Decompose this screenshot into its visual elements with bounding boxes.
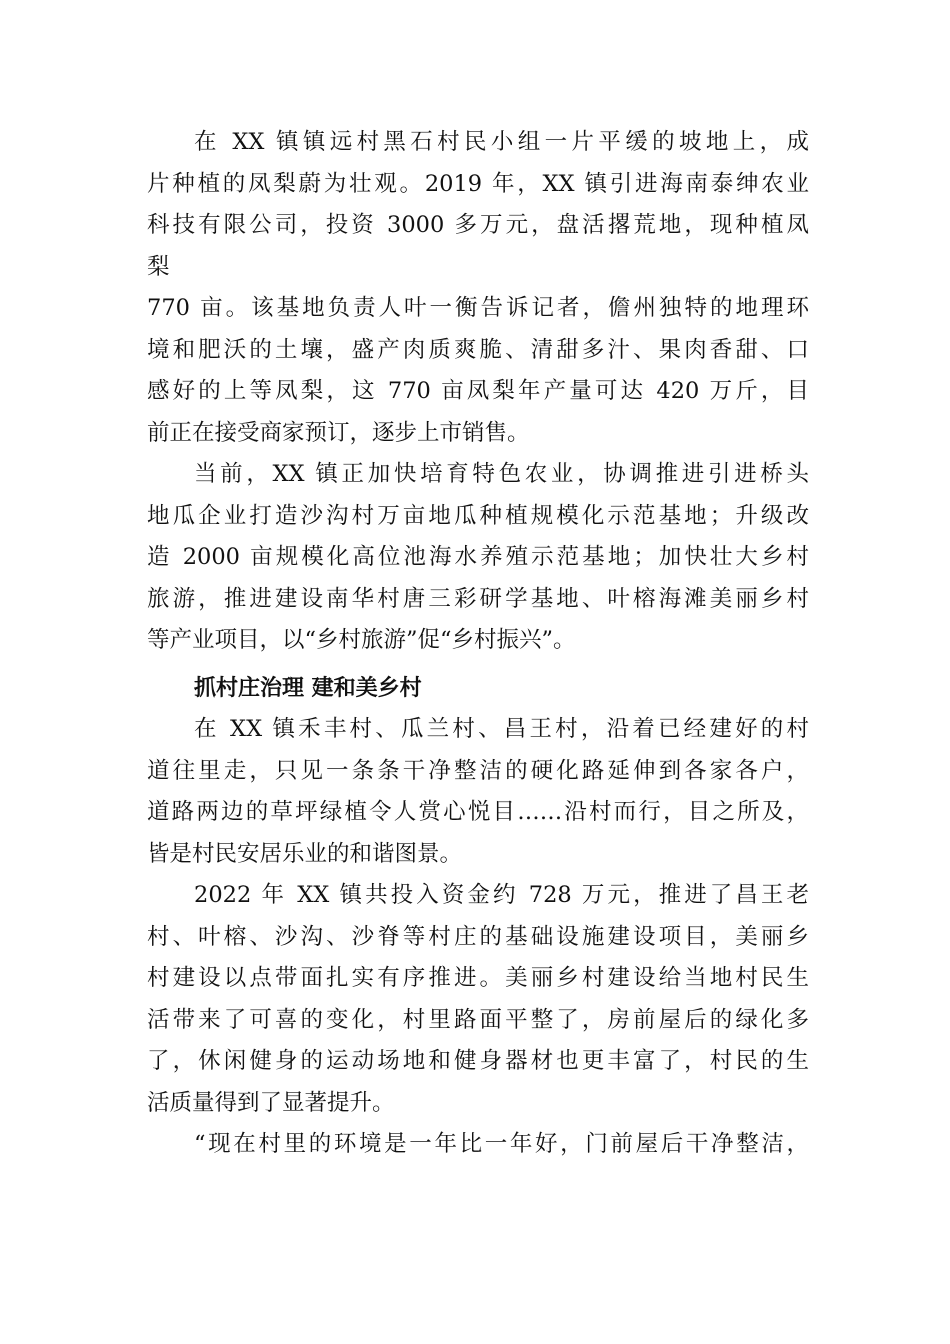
text-line: 村建设以点带面扎实有序推进。美丽乡村建设给当地村民生 bbox=[147, 965, 809, 991]
text-line: 皆是村民安居乐业的和谐图景。 bbox=[147, 840, 463, 867]
text-line: 片种植的凤梨蔚为壮观。2019 年，XX 镇引进海南泰绅农业 bbox=[147, 170, 809, 197]
text-line: 当前，XX 镇正加快培育特色农业，协调推进引进桥头 bbox=[194, 461, 809, 487]
text-line: “现在村里的环境是一年比一年好，门前屋后干净整洁， bbox=[194, 1131, 809, 1157]
text-line: 旅游，推进建设南华村唐三彩研学基地、叶榕海滩美丽乡村 bbox=[147, 585, 809, 612]
paragraph-special-agriculture bbox=[147, 454, 809, 662]
text-line: 在 XX 镇禾丰村、瓜兰村、昌王村，沿着已经建好的村 bbox=[194, 716, 809, 742]
text-line: 了，休闲健身的运动场地和健身器材也更丰富了，村民的生 bbox=[147, 1048, 809, 1074]
paragraph-pineapple-base bbox=[147, 122, 809, 454]
text-line: 科技有限公司，投资 3000 多万元，盘活撂荒地，现种植凤 bbox=[147, 212, 809, 238]
paragraph-village-roads bbox=[147, 709, 809, 875]
text-line: 境和肥沃的土壤，盛产肉质爽脆、清甜多汁、果肉香甜、口 bbox=[147, 336, 809, 363]
section-heading: 抓村庄治理 建和美乡村 bbox=[194, 675, 422, 701]
text-line: 770 亩。该基地负责人叶一衡告诉记者，儋州独特的地理环 bbox=[147, 295, 809, 321]
paragraph-villager-quote bbox=[147, 1124, 809, 1166]
text-line: 等产业项目，以“乡村旅游”促“乡村振兴”。 bbox=[147, 627, 576, 653]
text-line: 前正在接受商家预订，逐步上市销售。 bbox=[147, 419, 530, 446]
text-line: 村、叶榕、沙沟、沙脊等村庄的基础设施建设项目，美丽乡 bbox=[147, 923, 809, 950]
text-line: 地瓜企业打造沙沟村万亩地瓜种植规模化示范基地；升级改 bbox=[147, 502, 809, 529]
text-line: 造 2000 亩规模化高位池海水养殖示范基地；加快壮大乡村 bbox=[147, 544, 809, 570]
text-line: 道路两边的草坪绿植令人赏心悦目……沿村而行，目之所及， bbox=[147, 799, 809, 825]
text-line: 在 XX 镇镇远村黑石村民小组一片平缓的坡地上，成 bbox=[194, 129, 809, 155]
text-line: 2022 年 XX 镇共投入资金约 728 万元，推进了昌王老 bbox=[194, 882, 809, 908]
text-line: 活质量得到了显著提升。 bbox=[147, 1089, 395, 1116]
paragraph-investment-2022 bbox=[147, 875, 809, 1124]
text-line: 梨 bbox=[147, 253, 170, 280]
text-line: 道往里走，只见一条条干净整洁的硬化路延伸到各家各户， bbox=[147, 757, 809, 784]
text-line: 感好的上等凤梨，这 770 亩凤梨年产量可达 420 万斤，目 bbox=[147, 378, 809, 404]
document-page bbox=[147, 122, 809, 1166]
text-line: 活带来了可喜的变化，村里路面平整了，房前屋后的绿化多 bbox=[147, 1006, 809, 1033]
